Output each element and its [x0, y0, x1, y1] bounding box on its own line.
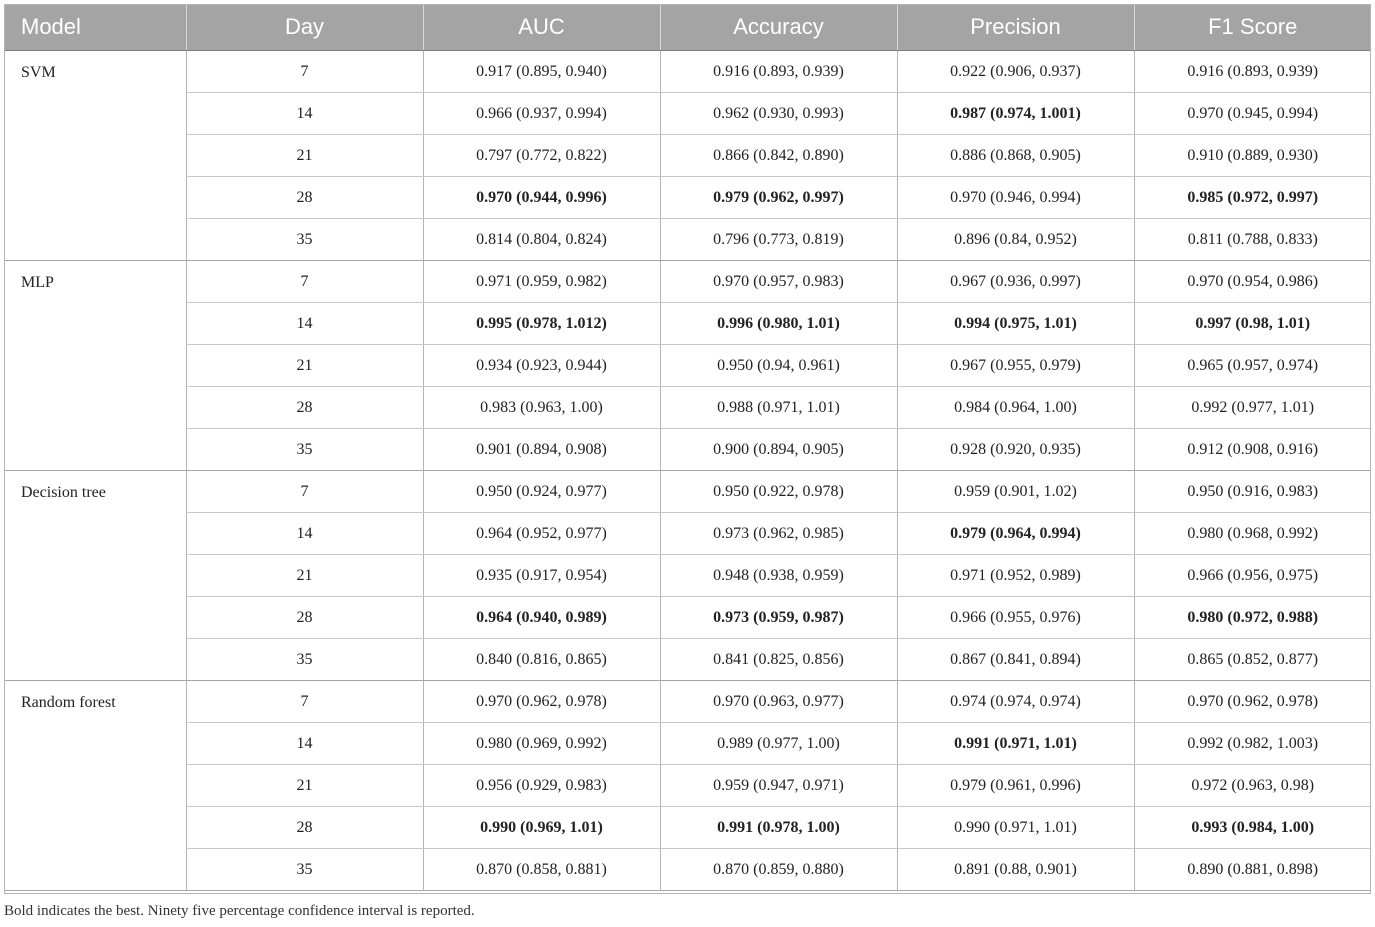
header-day: Day — [186, 4, 423, 51]
model-name-cell: MLP — [4, 261, 186, 471]
accuracy-cell: 0.841 (0.825, 0.856) — [660, 639, 897, 681]
day-cell: 21 — [186, 765, 423, 807]
day-cell: 7 — [186, 681, 423, 723]
precision-cell: 0.967 (0.936, 0.997) — [897, 261, 1134, 303]
table-row — [4, 261, 1371, 303]
table-row — [4, 51, 1371, 93]
precision-cell: 0.867 (0.841, 0.894) — [897, 639, 1134, 681]
table-header-row — [4, 4, 1371, 51]
accuracy-cell: 0.959 (0.947, 0.971) — [660, 765, 897, 807]
precision-cell: 0.928 (0.920, 0.935) — [897, 429, 1134, 471]
accuracy-cell: 0.989 (0.977, 1.00) — [660, 723, 897, 765]
f1-score-cell: 0.972 (0.963, 0.98) — [1134, 765, 1371, 807]
f1-score-cell: 0.980 (0.972, 0.988) — [1134, 597, 1371, 639]
precision-cell: 0.979 (0.961, 0.996) — [897, 765, 1134, 807]
accuracy-cell: 0.950 (0.94, 0.961) — [660, 345, 897, 387]
day-cell: 28 — [186, 807, 423, 849]
table-row — [4, 555, 1371, 597]
header-f1-score: F1 Score — [1134, 4, 1371, 51]
precision-cell: 0.979 (0.964, 0.994) — [897, 513, 1134, 555]
model-name-cell: SVM — [4, 51, 186, 261]
accuracy-cell: 0.996 (0.980, 1.01) — [660, 303, 897, 345]
auc-cell: 0.840 (0.816, 0.865) — [423, 639, 660, 681]
accuracy-cell: 0.979 (0.962, 0.997) — [660, 177, 897, 219]
auc-cell: 0.814 (0.804, 0.824) — [423, 219, 660, 261]
accuracy-cell: 0.950 (0.922, 0.978) — [660, 471, 897, 513]
auc-cell: 0.917 (0.895, 0.940) — [423, 51, 660, 93]
day-cell: 28 — [186, 597, 423, 639]
f1-score-cell: 0.992 (0.982, 1.003) — [1134, 723, 1371, 765]
day-cell: 35 — [186, 639, 423, 681]
auc-cell: 0.980 (0.969, 0.992) — [423, 723, 660, 765]
f1-score-cell: 0.966 (0.956, 0.975) — [1134, 555, 1371, 597]
precision-cell: 0.991 (0.971, 1.01) — [897, 723, 1134, 765]
auc-cell: 0.964 (0.940, 0.989) — [423, 597, 660, 639]
table-row — [4, 765, 1371, 807]
model-name-cell: Random forest — [4, 681, 186, 891]
precision-cell: 0.891 (0.88, 0.901) — [897, 849, 1134, 891]
auc-cell: 0.970 (0.944, 0.996) — [423, 177, 660, 219]
accuracy-cell: 0.866 (0.842, 0.890) — [660, 135, 897, 177]
f1-score-cell: 0.965 (0.957, 0.974) — [1134, 345, 1371, 387]
day-cell: 14 — [186, 723, 423, 765]
header-precision: Precision — [897, 4, 1134, 51]
table-row — [4, 513, 1371, 555]
f1-score-cell: 0.970 (0.954, 0.986) — [1134, 261, 1371, 303]
precision-cell: 0.987 (0.974, 1.001) — [897, 93, 1134, 135]
day-cell: 28 — [186, 177, 423, 219]
f1-score-cell: 0.912 (0.908, 0.916) — [1134, 429, 1371, 471]
header-auc: AUC — [423, 4, 660, 51]
accuracy-cell: 0.870 (0.859, 0.880) — [660, 849, 897, 891]
table-row — [4, 597, 1371, 639]
day-cell: 21 — [186, 555, 423, 597]
accuracy-cell: 0.900 (0.894, 0.905) — [660, 429, 897, 471]
f1-score-cell: 0.970 (0.945, 0.994) — [1134, 93, 1371, 135]
day-cell: 14 — [186, 513, 423, 555]
day-cell: 21 — [186, 135, 423, 177]
auc-cell: 0.935 (0.917, 0.954) — [423, 555, 660, 597]
table-row — [4, 135, 1371, 177]
auc-cell: 0.964 (0.952, 0.977) — [423, 513, 660, 555]
table-body — [4, 51, 1371, 891]
results-table — [4, 4, 1371, 891]
f1-score-cell: 0.970 (0.962, 0.978) — [1134, 681, 1371, 723]
table-row — [4, 387, 1371, 429]
day-cell: 14 — [186, 93, 423, 135]
accuracy-cell: 0.970 (0.957, 0.983) — [660, 261, 897, 303]
table-row — [4, 807, 1371, 849]
precision-cell: 0.967 (0.955, 0.979) — [897, 345, 1134, 387]
accuracy-cell: 0.991 (0.978, 1.00) — [660, 807, 897, 849]
header-accuracy: Accuracy — [660, 4, 897, 51]
day-cell: 7 — [186, 261, 423, 303]
auc-cell: 0.870 (0.858, 0.881) — [423, 849, 660, 891]
header-model: Model — [4, 4, 186, 51]
results-table-container — [4, 4, 1371, 891]
model-name-cell: Decision tree — [4, 471, 186, 681]
precision-cell: 0.971 (0.952, 0.989) — [897, 555, 1134, 597]
f1-score-cell: 0.997 (0.98, 1.01) — [1134, 303, 1371, 345]
table-row — [4, 723, 1371, 765]
auc-cell: 0.971 (0.959, 0.982) — [423, 261, 660, 303]
f1-score-cell: 0.950 (0.916, 0.983) — [1134, 471, 1371, 513]
day-cell: 21 — [186, 345, 423, 387]
table-row — [4, 177, 1371, 219]
precision-cell: 0.922 (0.906, 0.937) — [897, 51, 1134, 93]
table-footnote: Bold indicates the best. Ninety five percentage confidence interval is reported. — [4, 903, 475, 919]
f1-score-cell: 0.985 (0.972, 0.997) — [1134, 177, 1371, 219]
precision-cell: 0.970 (0.946, 0.994) — [897, 177, 1134, 219]
day-cell: 35 — [186, 219, 423, 261]
table-row — [4, 303, 1371, 345]
day-cell: 35 — [186, 849, 423, 891]
auc-cell: 0.990 (0.969, 1.01) — [423, 807, 660, 849]
accuracy-cell: 0.916 (0.893, 0.939) — [660, 51, 897, 93]
f1-score-cell: 0.916 (0.893, 0.939) — [1134, 51, 1371, 93]
table-row — [4, 345, 1371, 387]
f1-score-cell: 0.910 (0.889, 0.930) — [1134, 135, 1371, 177]
table-row — [4, 639, 1371, 681]
f1-score-cell: 0.992 (0.977, 1.01) — [1134, 387, 1371, 429]
table-row — [4, 429, 1371, 471]
auc-cell: 0.995 (0.978, 1.012) — [423, 303, 660, 345]
f1-score-cell: 0.811 (0.788, 0.833) — [1134, 219, 1371, 261]
auc-cell: 0.983 (0.963, 1.00) — [423, 387, 660, 429]
accuracy-cell: 0.973 (0.962, 0.985) — [660, 513, 897, 555]
day-cell: 35 — [186, 429, 423, 471]
f1-score-cell: 0.865 (0.852, 0.877) — [1134, 639, 1371, 681]
precision-cell: 0.974 (0.974, 0.974) — [897, 681, 1134, 723]
day-cell: 7 — [186, 471, 423, 513]
accuracy-cell: 0.970 (0.963, 0.977) — [660, 681, 897, 723]
auc-cell: 0.950 (0.924, 0.977) — [423, 471, 660, 513]
table-row — [4, 93, 1371, 135]
precision-cell: 0.959 (0.901, 1.02) — [897, 471, 1134, 513]
precision-cell: 0.984 (0.964, 1.00) — [897, 387, 1134, 429]
f1-score-cell: 0.890 (0.881, 0.898) — [1134, 849, 1371, 891]
accuracy-cell: 0.948 (0.938, 0.959) — [660, 555, 897, 597]
precision-cell: 0.994 (0.975, 1.01) — [897, 303, 1134, 345]
f1-score-cell: 0.993 (0.984, 1.00) — [1134, 807, 1371, 849]
auc-cell: 0.956 (0.929, 0.983) — [423, 765, 660, 807]
precision-cell: 0.886 (0.868, 0.905) — [897, 135, 1134, 177]
precision-cell: 0.990 (0.971, 1.01) — [897, 807, 1134, 849]
precision-cell: 0.966 (0.955, 0.976) — [897, 597, 1134, 639]
auc-cell: 0.901 (0.894, 0.908) — [423, 429, 660, 471]
auc-cell: 0.970 (0.962, 0.978) — [423, 681, 660, 723]
auc-cell: 0.797 (0.772, 0.822) — [423, 135, 660, 177]
accuracy-cell: 0.796 (0.773, 0.819) — [660, 219, 897, 261]
accuracy-cell: 0.962 (0.930, 0.993) — [660, 93, 897, 135]
accuracy-cell: 0.988 (0.971, 1.01) — [660, 387, 897, 429]
auc-cell: 0.966 (0.937, 0.994) — [423, 93, 660, 135]
day-cell: 28 — [186, 387, 423, 429]
accuracy-cell: 0.973 (0.959, 0.987) — [660, 597, 897, 639]
table-row — [4, 219, 1371, 261]
precision-cell: 0.896 (0.84, 0.952) — [897, 219, 1134, 261]
day-cell: 7 — [186, 51, 423, 93]
f1-score-cell: 0.980 (0.968, 0.992) — [1134, 513, 1371, 555]
auc-cell: 0.934 (0.923, 0.944) — [423, 345, 660, 387]
table-row — [4, 849, 1371, 891]
table-row — [4, 471, 1371, 513]
table-row — [4, 681, 1371, 723]
day-cell: 14 — [186, 303, 423, 345]
